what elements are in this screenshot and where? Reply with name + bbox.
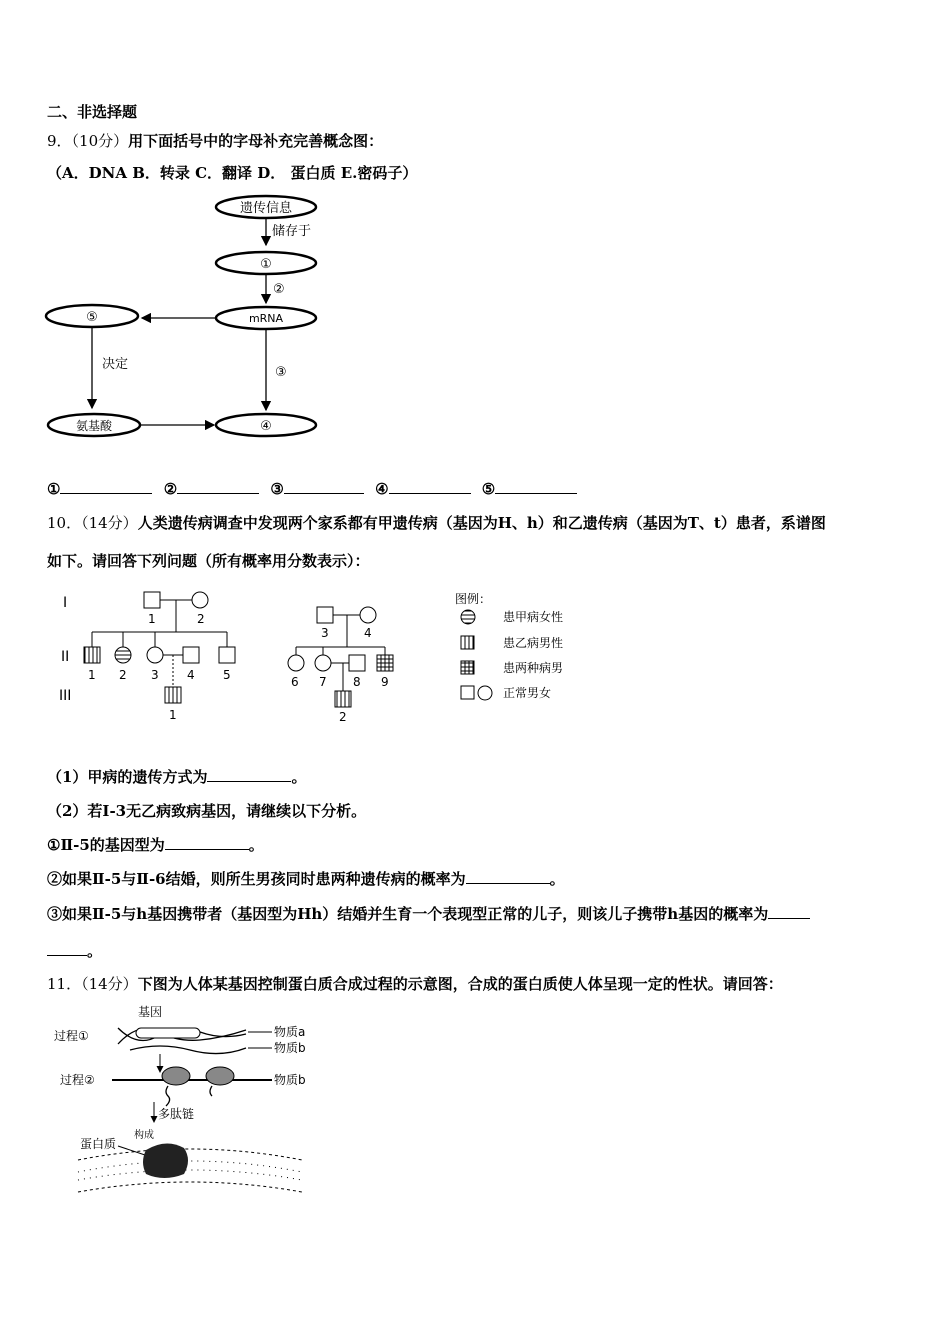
left-II-label-3: 3: [151, 668, 159, 682]
gen-label-III: III: [59, 688, 72, 704]
node-amino-acid-label: 氨基酸: [75, 419, 113, 433]
q10-sub2-1-end: 。: [248, 836, 264, 854]
ribosome-2: [206, 1067, 234, 1085]
q10-sub2-1: [47, 834, 264, 855]
answer-label-2: ②: [163, 480, 178, 498]
q10-number: 10．: [47, 514, 82, 532]
right-II-9-male-both: [377, 655, 393, 671]
label-polypeptide: 多肽链: [158, 1107, 195, 1121]
answer-label-5: ⑤: [481, 480, 496, 498]
legend-normal-male-icon: [461, 686, 474, 699]
right-II-8-male: [349, 655, 365, 671]
right-II-7-female: [315, 655, 331, 671]
left-II-label-2: 2: [119, 668, 127, 682]
left-I-1-male: [144, 592, 160, 608]
right-III-label-2: 2: [339, 710, 347, 724]
left-I-label-1: 1: [148, 612, 156, 626]
label-substance-b1: 物质b: [274, 1041, 306, 1055]
q9-concept-map: [40, 190, 340, 450]
q11-number: 11．: [47, 975, 82, 993]
q11-stem: [47, 973, 783, 994]
pedigree-chart: [55, 585, 615, 735]
q9-number: 9．: [47, 132, 72, 150]
left-II-4-male: [183, 647, 199, 663]
node-4-label: ④: [260, 419, 272, 434]
left-I-label-2: 2: [197, 612, 205, 626]
left-III-1-male-disease-b: [165, 687, 181, 703]
q10-sub2-2: [47, 868, 565, 889]
label-process-1: 过程①: [54, 1029, 89, 1043]
q10-sub2-1-blank[interactable]: [165, 835, 249, 850]
label-3: ③: [275, 365, 287, 380]
q10-sub2-3-blank-b[interactable]: [47, 941, 87, 956]
q10-sub2-3-end: 。: [87, 942, 103, 960]
label-process-2: 过程②: [60, 1073, 95, 1087]
node-5-label: ⑤: [86, 310, 98, 325]
q10-sub2-1-text: ①Ⅱ-5的基因型为: [47, 836, 165, 854]
q10-score: （14分）: [81, 514, 138, 532]
left-II-1-male-disease-b: [84, 647, 100, 663]
q10-sub2-3: [47, 903, 810, 924]
q10-sub2: （2）若I-3无乙病致病基因，请继续以下分析。: [47, 802, 367, 820]
label-determines: 决定: [102, 357, 129, 372]
q9-answer-line: [47, 479, 577, 498]
q10-sub2-3-cont: [47, 940, 102, 961]
node-1-label: ①: [260, 257, 272, 272]
legend-male-both-icon: [461, 661, 474, 674]
ribosome-1: [162, 1067, 190, 1085]
left-II-2-female-disease-a: [115, 647, 131, 663]
label-substance-a: 物质a: [274, 1025, 306, 1039]
right-I-label-4: 4: [364, 626, 372, 640]
left-I-2-female: [192, 592, 208, 608]
q11-score: （14分）: [81, 975, 138, 993]
right-I-4-female: [360, 607, 376, 623]
answer-blank-4[interactable]: [389, 479, 471, 494]
q10-stem-line2: 如下。请回答下列问题（所有概率用分数表示）：: [47, 552, 370, 570]
section-title: 二、非选择题: [47, 103, 138, 121]
membrane-protein: [143, 1143, 188, 1178]
q9-options: （A．DNA B．转录 C．翻译 D． 蛋白质 E.密码子）: [47, 164, 418, 182]
left-II-label-5: 5: [223, 668, 231, 682]
mrna-strand-b: [130, 1046, 246, 1054]
legend-item-3: 患两种病男: [503, 661, 564, 675]
legend-normal-female-icon: [478, 686, 492, 700]
label-substance-b2: 物质b: [274, 1073, 306, 1087]
q10-sub2-2-text: ②如果Ⅱ-5与Ⅱ-6结婚，则所生男孩同时患两种遗传病的概率为: [47, 870, 466, 888]
label-gene: 基因: [138, 1005, 163, 1019]
answer-blank-3[interactable]: [284, 479, 364, 494]
q10-sub1-text: （1）甲病的遗传方式为: [47, 768, 208, 786]
right-II-label-6: 6: [291, 675, 299, 689]
q10-sub1-blank[interactable]: [207, 767, 291, 782]
label-stored-in: 储存于: [272, 224, 312, 239]
legend-item-4: 正常男女: [503, 686, 552, 700]
q10-stem-line1: [47, 512, 826, 533]
right-II-label-7: 7: [319, 675, 327, 689]
q9-score: （10分）: [71, 132, 129, 150]
label-constitute: 构成: [134, 1130, 154, 1141]
protein-synthesis-diagram: [50, 1000, 330, 1210]
node-genetic-info-label: 遗传信息: [239, 201, 293, 216]
gen-label-I: I: [63, 595, 68, 611]
left-II-3-female: [147, 647, 163, 663]
q10-sub1-end: 。: [291, 768, 307, 786]
q9-text: 用下面括号中的字母补充完善概念图：: [128, 132, 384, 150]
gen-label-II: II: [61, 649, 70, 665]
left-III-label-1: 1: [169, 708, 177, 722]
label-protein: 蛋白质: [80, 1137, 117, 1151]
left-II-label-4: 4: [187, 668, 195, 682]
label-2: ②: [273, 282, 285, 297]
answer-blank-5[interactable]: [495, 479, 577, 494]
answer-blank-1[interactable]: [60, 479, 152, 494]
answer-label-4: ④: [375, 480, 389, 498]
legend-male-disease-b-icon: [461, 636, 474, 649]
q11-text: 下图为人体某基因控制蛋白质合成过程的示意图，合成的蛋白质使人体呈现一定的性状。请回答：: [137, 975, 783, 993]
answer-label-1: ①: [47, 480, 61, 498]
right-I-label-3: 3: [321, 626, 329, 640]
q10-sub2-2-blank[interactable]: [466, 869, 550, 884]
legend-item-1: 患甲病女性: [503, 610, 564, 624]
cell-membrane: [78, 1149, 302, 1192]
left-II-label-1: 1: [88, 668, 96, 682]
legend-title: 图例：: [455, 592, 492, 606]
left-II-5-male: [219, 647, 235, 663]
right-II-label-8: 8: [353, 675, 361, 689]
legend-female-disease-a-icon: [461, 610, 475, 624]
peptide-chain-2: [210, 1086, 212, 1096]
right-III-2-male-disease-b: [335, 691, 351, 707]
legend-item-2: 患乙病男性: [503, 636, 564, 650]
q10-sub2-3-text: ③如果Ⅱ-5与h基因携带者（基因型为Hh）结婚并生育一个表现型正常的儿子，则该儿子携带h基因的概率为: [47, 905, 769, 923]
answer-label-3: ③: [270, 480, 284, 498]
answer-blank-2[interactable]: [177, 479, 259, 494]
q10-sub1: [47, 766, 306, 787]
right-I-3-male: [317, 607, 333, 623]
right-II-label-9: 9: [381, 675, 389, 689]
right-II-6-female: [288, 655, 304, 671]
q9-stem: [47, 130, 383, 151]
q10-text: 人类遗传病调查中发现两个家系都有甲遗传病（基因为H、h）和乙遗传病（基因为T、t）患者，系谱图: [137, 514, 826, 532]
peptide-chain-1: [166, 1086, 170, 1106]
q10-sub2-3-blank-a[interactable]: [768, 904, 810, 919]
node-mrna-label: mRNA: [248, 312, 284, 325]
gene-region: [136, 1028, 200, 1038]
q10-sub2-2-end: 。: [549, 870, 565, 888]
